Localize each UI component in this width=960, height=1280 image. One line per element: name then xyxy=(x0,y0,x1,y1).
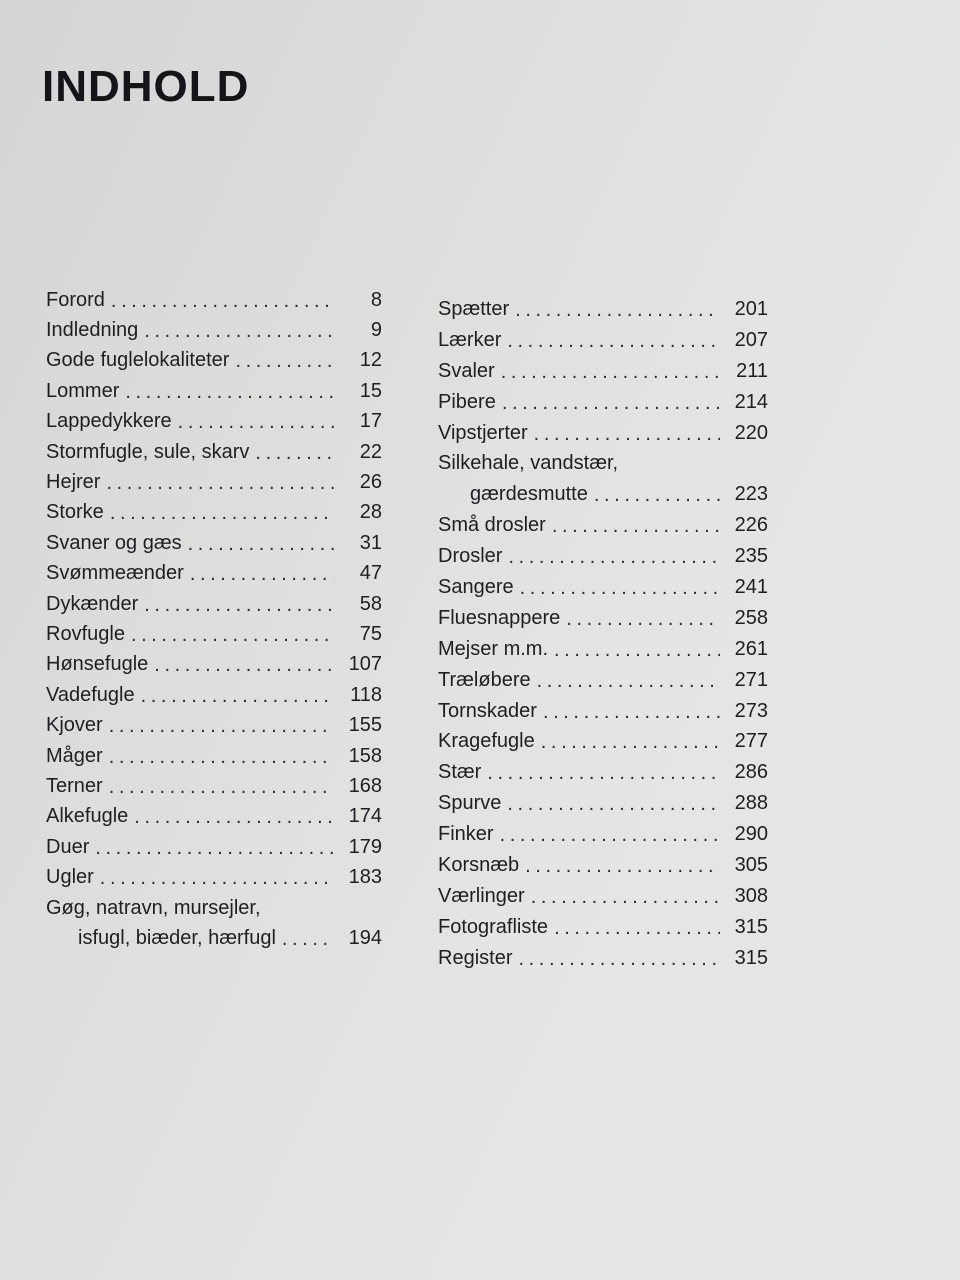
toc-entry-name: Mejser m.m. xyxy=(438,637,548,660)
toc-entry xyxy=(438,325,768,356)
toc-entry-name: Forord xyxy=(46,288,105,311)
toc-entry-page: 290 xyxy=(734,823,768,846)
toc-entry xyxy=(46,923,382,953)
toc-entry-name: Værlinger xyxy=(438,884,525,907)
dot-leader xyxy=(144,594,334,617)
dot-leader xyxy=(534,423,720,446)
toc-entry-name: Svømmeænder xyxy=(46,562,184,585)
dot-leader xyxy=(154,654,334,677)
toc-entry-page: 174 xyxy=(348,805,382,828)
toc-entry xyxy=(438,356,768,387)
dot-leader xyxy=(134,806,334,829)
toc-entry xyxy=(438,294,768,325)
toc-entry-page: 26 xyxy=(359,471,382,494)
toc-entry-page: 22 xyxy=(359,440,382,463)
toc-entry-name: Duer xyxy=(46,835,90,858)
toc-entry-page: 183 xyxy=(348,866,382,889)
toc-entry-page: 158 xyxy=(348,744,382,767)
dot-leader xyxy=(255,442,334,465)
toc-entry xyxy=(438,510,768,541)
toc-entry xyxy=(46,528,382,558)
toc-entry-name: Svaler xyxy=(438,359,495,382)
toc-entry-page: 223 xyxy=(734,483,768,506)
toc-entry xyxy=(438,912,768,943)
dot-leader xyxy=(518,948,720,971)
toc-entry-page: 277 xyxy=(734,730,768,753)
toc-entry-name: isfugl, biæder, hærfugl xyxy=(78,926,276,949)
dot-leader xyxy=(95,837,334,860)
toc-entry-page: 168 xyxy=(348,774,382,797)
dot-leader xyxy=(507,330,720,353)
toc-entry-page: 258 xyxy=(734,606,768,629)
toc-entry xyxy=(438,757,768,788)
toc-entry-page: 179 xyxy=(348,835,382,858)
toc-entry-name: Vipstjerter xyxy=(438,421,528,444)
toc-entry-page: 214 xyxy=(734,390,768,413)
toc-entry-page: 315 xyxy=(734,915,768,938)
toc-entry xyxy=(46,619,382,649)
toc-entry-page: 271 xyxy=(734,668,768,691)
toc-entry-name: Terner xyxy=(46,774,103,797)
toc-entry-name: Register xyxy=(438,946,513,969)
toc-entry xyxy=(438,479,768,510)
toc-entry-name: Lappedykkere xyxy=(46,410,172,433)
dot-leader xyxy=(552,515,720,538)
toc-entry-page: 12 xyxy=(359,349,382,372)
dot-leader xyxy=(525,855,720,878)
dot-leader xyxy=(109,746,334,769)
dot-leader xyxy=(190,563,334,586)
dot-leader xyxy=(502,392,720,415)
toc-column-left xyxy=(46,285,382,954)
dot-leader xyxy=(541,731,720,754)
toc-entry-page: 220 xyxy=(734,421,768,444)
toc-entry-name: Korsnæb xyxy=(438,853,520,876)
dot-leader xyxy=(188,533,334,556)
toc-entry-page: 241 xyxy=(734,575,768,598)
dot-leader xyxy=(520,577,720,600)
toc-entry xyxy=(438,850,768,881)
toc-entry xyxy=(46,893,382,923)
toc-entry xyxy=(46,589,382,619)
toc-entry xyxy=(438,881,768,912)
toc-entry xyxy=(46,862,382,892)
toc-entry xyxy=(438,696,768,727)
dot-leader xyxy=(507,793,720,816)
dot-leader xyxy=(515,299,720,322)
toc-entry-page: 107 xyxy=(348,653,382,676)
toc-entry-page: 308 xyxy=(734,884,768,907)
dot-leader xyxy=(554,639,720,662)
toc-entry-name: gærdesmutte xyxy=(470,483,588,506)
dot-leader xyxy=(282,928,334,951)
toc-entry xyxy=(46,832,382,862)
dot-leader xyxy=(131,624,334,647)
dot-leader xyxy=(531,886,720,909)
toc-entry-name: Svaner og gæs xyxy=(46,531,182,554)
toc-entry-page: 207 xyxy=(734,328,768,351)
toc-entry xyxy=(438,572,768,603)
toc-entry-name: Storke xyxy=(46,501,104,524)
toc-entry-name: Fotografliste xyxy=(438,915,549,938)
dot-leader xyxy=(109,715,334,738)
toc-entry xyxy=(46,407,382,437)
toc-entry-page: 288 xyxy=(734,792,768,815)
toc-entry xyxy=(46,650,382,680)
dot-leader xyxy=(508,546,720,569)
dot-leader xyxy=(141,685,334,708)
toc-entry xyxy=(46,346,382,376)
toc-entry-page: 305 xyxy=(734,853,768,876)
dot-leader xyxy=(125,381,334,404)
toc-entry xyxy=(46,285,382,315)
toc-entry-page: 235 xyxy=(734,545,768,568)
toc-entry-page: 194 xyxy=(348,926,382,949)
toc-entry-name: Kragefugle xyxy=(438,730,535,753)
toc-entry-page: 286 xyxy=(734,761,768,784)
toc-entry xyxy=(46,680,382,710)
toc-entry-page: 28 xyxy=(359,501,382,524)
toc-entry-page: 226 xyxy=(734,514,768,537)
dot-leader xyxy=(543,701,720,724)
toc-entry-name: Vadefugle xyxy=(46,683,135,706)
toc-entry-name: Spætter xyxy=(438,297,510,320)
toc-entry xyxy=(46,710,382,740)
dot-leader xyxy=(554,917,720,940)
dot-leader xyxy=(501,361,720,384)
toc-entry-name: Ugler xyxy=(46,866,94,889)
toc-entry xyxy=(438,634,768,665)
toc-entry-name: Lommer xyxy=(46,379,120,402)
dot-leader xyxy=(537,670,720,693)
toc-entry-page: 261 xyxy=(734,637,768,660)
toc-entry-name: Drosler xyxy=(438,545,503,568)
dot-leader xyxy=(487,762,720,785)
toc-entry-name: Silkehale, vandstær, xyxy=(438,452,619,475)
toc-entry-page: 17 xyxy=(359,410,382,433)
toc-entry xyxy=(438,726,768,757)
dot-leader xyxy=(100,867,334,890)
dot-leader xyxy=(500,824,720,847)
toc-entry-name: Dykænder xyxy=(46,592,139,615)
toc-entry-name: Sangere xyxy=(438,575,514,598)
toc-column-right xyxy=(438,294,768,974)
toc-entry-name: Finker xyxy=(438,823,494,846)
toc-entry-page: 155 xyxy=(348,714,382,737)
toc-entry xyxy=(46,498,382,528)
dot-leader xyxy=(178,411,334,434)
toc-entry-page: 47 xyxy=(359,562,382,585)
dot-leader xyxy=(106,472,334,495)
toc-entry xyxy=(46,802,382,832)
toc-entry-name: Rovfugle xyxy=(46,622,125,645)
toc-entry xyxy=(46,467,382,497)
toc-entry-page: 31 xyxy=(359,531,382,554)
dot-leader xyxy=(109,776,334,799)
toc-entry xyxy=(438,387,768,418)
toc-entry-name: Små drosler xyxy=(438,514,546,537)
dot-leader xyxy=(235,350,334,373)
toc-entry xyxy=(438,665,768,696)
toc-entry-name: Træløbere xyxy=(438,668,531,691)
toc-entry-name: Måger xyxy=(46,744,103,767)
toc-entry-name: Alkefugle xyxy=(46,805,129,828)
toc-entry-name: Kjover xyxy=(46,714,103,737)
toc-entry-name: Pibere xyxy=(438,390,496,413)
toc-entry-name: Stormfugle, sule, skarv xyxy=(46,440,250,463)
toc-entry xyxy=(46,376,382,406)
toc-entry-page: 118 xyxy=(350,683,382,706)
toc-entry-page: 75 xyxy=(359,622,382,645)
toc-entry xyxy=(438,603,768,634)
toc-entry xyxy=(46,741,382,771)
toc-entry-page: 8 xyxy=(370,288,382,311)
toc-entry xyxy=(438,819,768,850)
toc-entry-page: 273 xyxy=(734,699,768,722)
toc-entry-page: 211 xyxy=(736,359,768,382)
dot-leader xyxy=(110,502,334,525)
toc-entry-name: Indledning xyxy=(46,319,139,342)
toc-entry xyxy=(46,559,382,589)
toc-entry-name: Hønsefugle xyxy=(46,653,149,676)
toc-entry xyxy=(46,315,382,345)
toc-entry xyxy=(438,541,768,572)
toc-entry xyxy=(438,418,768,449)
toc-entry-name: Spurve xyxy=(438,792,502,815)
toc-entry xyxy=(438,448,768,479)
toc-entry xyxy=(46,771,382,801)
toc-entry-page: 201 xyxy=(734,297,768,320)
dot-leader xyxy=(144,320,334,343)
toc-entry-name: Gøg, natravn, mursejler, xyxy=(46,896,261,919)
toc-entry-name: Tornskader xyxy=(438,699,537,722)
toc-entry-name: Hejrer xyxy=(46,471,101,494)
toc-entry-page: 9 xyxy=(370,319,382,342)
toc-entry xyxy=(46,437,382,467)
toc-entry-page: 15 xyxy=(359,379,382,402)
toc-entry-name: Stær xyxy=(438,761,482,784)
toc-entry-name: Gode fuglelokaliteter xyxy=(46,349,230,372)
dot-leader xyxy=(594,484,720,507)
page-title: INDHOLD xyxy=(42,62,250,111)
toc-entry-name: Lærker xyxy=(438,328,502,351)
toc-entry xyxy=(438,788,768,819)
toc-entry-page: 58 xyxy=(359,592,382,615)
toc-entry-name: Fluesnappere xyxy=(438,606,561,629)
dot-leader xyxy=(566,608,720,631)
dot-leader xyxy=(111,290,334,313)
toc-entry xyxy=(438,943,768,974)
toc-entry-page: 315 xyxy=(734,946,768,969)
